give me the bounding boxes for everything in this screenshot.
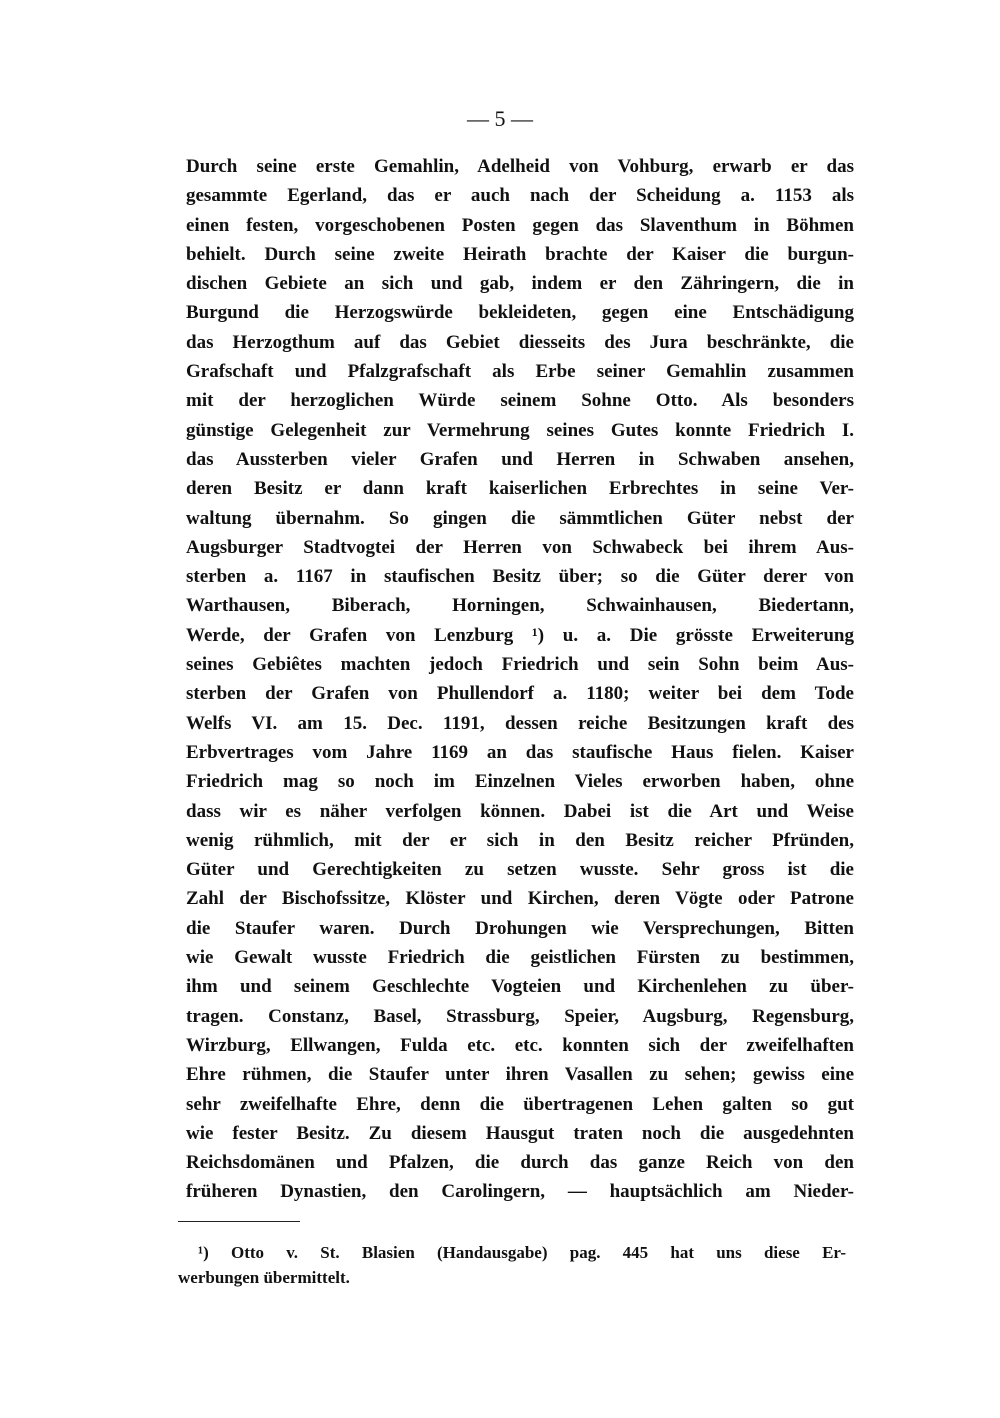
body-line: sterben der Grafen von Phullendorf a. 1180; weiter bei dem Tode xyxy=(186,683,854,705)
body-line: das Herzogthum auf das Gebiet diesseits des Jura beschränkte, die xyxy=(186,331,854,353)
body-line: wie fester Besitz. Zu diesem Hausgut traten noch die ausgedehnten xyxy=(186,1122,854,1144)
body-line: Reichsdomänen und Pfalzen, die durch das ganze Reich von den xyxy=(186,1152,854,1174)
body-line: mit der herzoglichen Würde seinem Sohne Otto. Als besonders xyxy=(186,390,854,412)
body-line: gesammte Egerland, das er auch nach der Scheidung a. 1153 als xyxy=(186,185,854,207)
footnotes xyxy=(178,1240,846,1290)
footnote-line: ¹) Otto v. St. Blasien (Handausgabe) pag. 445 hat uns diese Er- xyxy=(198,1243,846,1262)
body-line: seines Gebiêtes machten jedoch Friedrich und sein Sohn beim Aus- xyxy=(186,654,854,676)
footnote-line: werbungen übermittelt. xyxy=(178,1268,350,1287)
body-line: sehr zweifelhafte Ehre, denn die übertragenen Lehen galten so gut xyxy=(186,1093,854,1115)
body-line: früheren Dynastien, den Carolingern, — hauptsächlich am Nieder- xyxy=(186,1181,854,1203)
body-line: einen festen, vorgeschobenen Posten gegen das Slaventhum in Böhmen xyxy=(186,214,854,236)
body-line: Grafschaft und Pfalzgrafschaft als Erbe seiner Gemahlin zusammen xyxy=(186,361,854,383)
body-line: wenig rühmlich, mit der er sich in den Besitz reicher Pfründen, xyxy=(186,829,854,851)
body-line: Durch seine erste Gemahlin, Adelheid von Vohburg, erwarb er das xyxy=(186,156,854,177)
body-line: die Staufer waren. Durch Drohungen wie Versprechungen, Bitten xyxy=(186,917,854,939)
body-line: wie Gewalt wusste Friedrich die geistlichen Fürsten zu bestimmen, xyxy=(186,947,854,969)
body-line: Werde, der Grafen von Lenzburg ¹) u. a. Die grösste Erweiterung xyxy=(186,624,854,646)
body-line: deren Besitz er dann kraft kaiserlichen Erbrechtes in seine Ver- xyxy=(186,478,854,500)
body-line: dischen Gebiete an sich und gab, indem er den Zähringern, die in xyxy=(186,273,854,295)
body-line: waltung übernahm. So gingen die sämmtlichen Güter nebst der xyxy=(186,507,854,529)
body-line: Güter und Gerechtigkeiten zu setzen wusste. Sehr gross ist die xyxy=(186,859,854,881)
page-number: — 5 — xyxy=(467,106,533,131)
body-line: das Aussterben vieler Grafen und Herren in Schwaben ansehen, xyxy=(186,448,854,470)
body-line: sterben a. 1167 in staufischen Besitz über; so die Güter derer von xyxy=(186,566,854,588)
body-line: Augsburger Stadtvogtei der Herren von Schwabeck bei ihrem Aus- xyxy=(186,536,854,558)
body-line: Wirzburg, Ellwangen, Fulda etc. etc. konnten sich der zweifelhaften xyxy=(186,1034,854,1056)
body-line: ihm und seinem Geschlechte Vogteien und Kirchenlehen zu über- xyxy=(186,976,854,998)
body-line: günstige Gelegenheit zur Vermehrung seines Gutes konnte Friedrich I. xyxy=(186,419,854,441)
body-line: Ehre rühmen, die Staufer unter ihren Vasallen zu sehen; gewiss eine xyxy=(186,1064,854,1086)
body-line: Burgund die Herzogswürde bekleideten, gegen eine Entschädigung xyxy=(186,302,854,324)
body-line: Welfs VI. am 15. Dec. 1191, dessen reiche Besitzungen kraft des xyxy=(186,712,854,734)
body-line: Zahl der Bischofssitze, Klöster und Kirchen, deren Vögte oder Patrone xyxy=(186,888,854,910)
body-line: dass wir es näher verfolgen können. Dabei ist die Art und Weise xyxy=(186,800,854,822)
footnote-separator xyxy=(178,1221,300,1222)
body-line: behielt. Durch seine zweite Heirath brachte der Kaiser die burgun- xyxy=(186,243,854,265)
body-line: Friedrich mag so noch im Einzelnen Vieles erworben haben, ohne xyxy=(186,771,854,793)
body-line: Erbvertrages vom Jahre 1169 an das staufische Haus fielen. Kaiser xyxy=(186,741,854,763)
body-line: tragen. Constanz, Basel, Strassburg, Speier, Augsburg, Regensburg, xyxy=(186,1005,854,1027)
body-text xyxy=(186,152,854,1207)
body-line: Warthausen, Biberach, Horningen, Schwainhausen, Biedertann, xyxy=(186,595,854,617)
